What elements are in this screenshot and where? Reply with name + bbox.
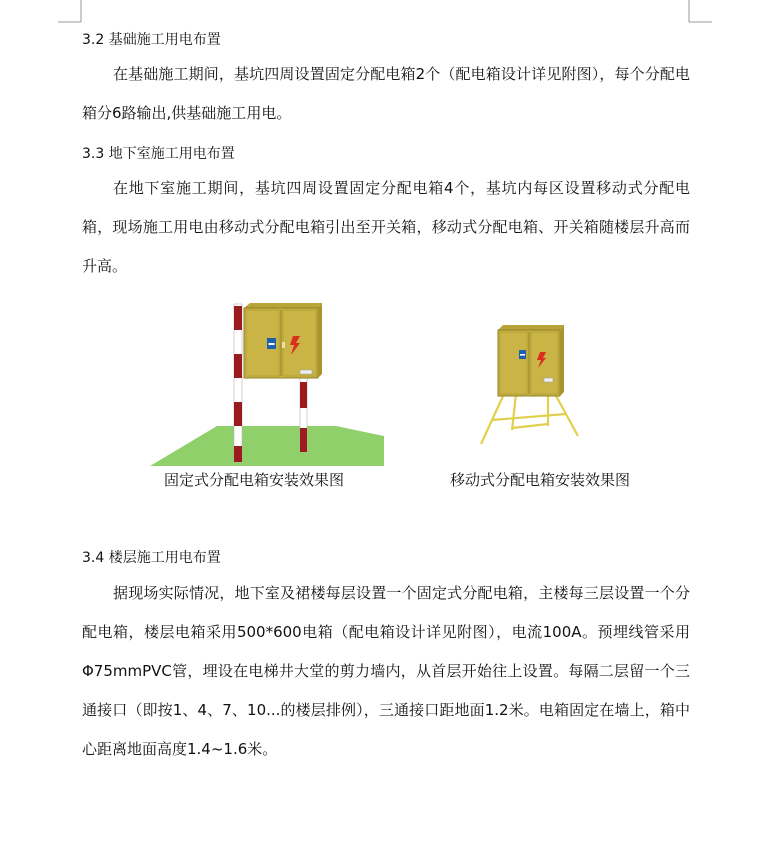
fixed-box-caption: 固定式分配电箱安装效果图	[164, 471, 345, 489]
mobile-box	[498, 325, 564, 396]
tripod-stand	[481, 394, 578, 444]
fixed-distribution-box-figure	[150, 298, 386, 468]
mobile-distribution-box-figure	[478, 322, 584, 448]
section-paragraph-3-4: 据现场实际情况，地下室及裙楼每层设置一个固定式分配电箱，主楼每三层设置一个分配电箱，楼层电箱采用500*600电箱（配电箱设计详见附图），电流100A。预埋线管采用Φ75mmPVC管，埋设在电梯井大堂的剪力墙内，从首层开始往上设置。每隔二层留一个三通接口（即按1、4、7、10...的楼层排例），三通接口距地面1.2米。电箱固定在墙上，箱中心距离地面高度1.4~1.6米。	[82, 584, 690, 758]
left-pole	[234, 304, 242, 462]
fixed-box	[244, 303, 322, 378]
section-paragraph-3-3: 在地下室施工期间，基坑四周设置固定分配电箱4个，基坑内每区设置移动式分配电箱，现场施工用电由移动式分配电箱引出至开关箱，移动式分配电箱、开关箱随楼层升高而升高。	[82, 179, 690, 275]
section-heading-3-2: 3.2 基础施工用电布置	[82, 32, 221, 48]
grass-ground	[150, 426, 384, 466]
page-corner-mark-right	[688, 0, 712, 24]
section-heading-3-3: 3.3 地下室施工用电布置	[82, 146, 235, 162]
section-heading-3-4: 3.4 楼层施工用电布置	[82, 550, 221, 566]
section-paragraph-3-2: 在基础施工期间，基坑四周设置固定分配电箱2个（配电箱设计详见附图），每个分配电箱分6路输出,供基础施工用电。	[82, 65, 690, 122]
page-corner-mark-left	[58, 0, 82, 24]
mobile-box-caption: 移动式分配电箱安装效果图	[450, 471, 631, 489]
